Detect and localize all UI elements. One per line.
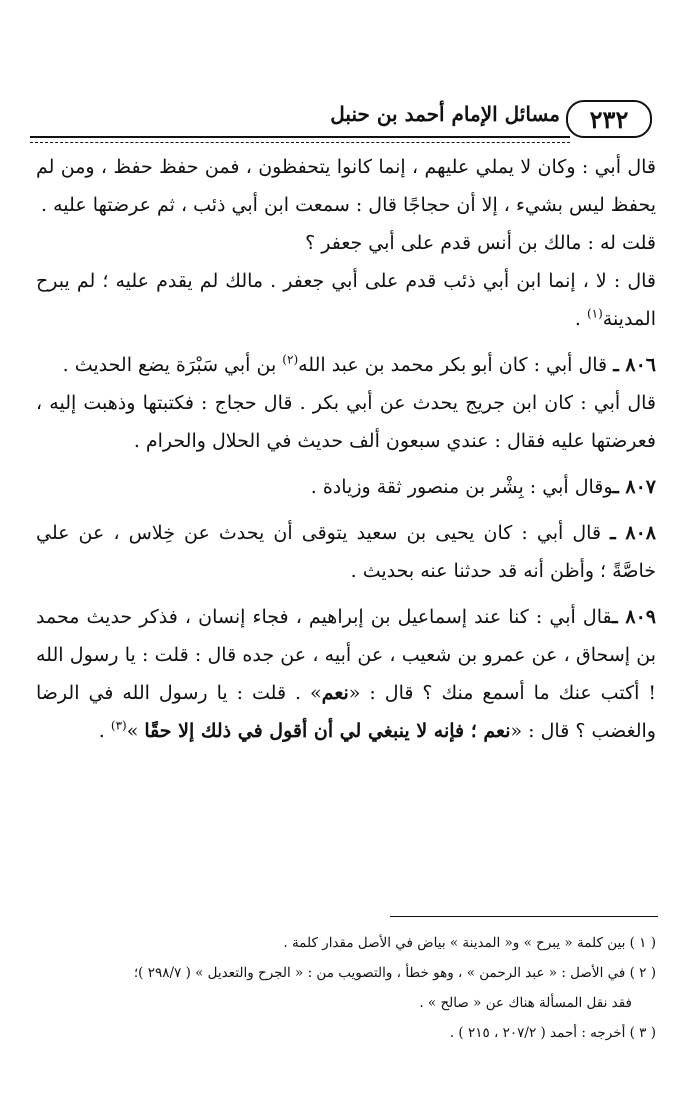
item-807 (36, 468, 656, 506)
paragraph-1: قال أبي : وكان لا يملي عليهم ، إنما كانوا يتحفظون ، فمن حفظ حفظ ، ومن لم يحفظ ليس بشيء ، إلا أن حجاجًا قال : سمعت ابن أبي ذئب ، ثم عرضتها عليه . (36, 156, 656, 216)
item-809-text-a: قال أبي : كنا عند إسماعيل بن إبراهيم ، فجاء إنسان ، فذكر حديث محمد بن إسحاق ، عن عمرو بن شعيب ، عن أبيه ، عن جده قال : قلت : يا رسول الله ! أكتب عنك ما أسمع منك ؟ قال : « (36, 606, 657, 704)
paragraph-3-end: . (574, 308, 587, 330)
item-808-number: ٨٠٨ ـ (610, 522, 656, 544)
footnote-separator (390, 916, 658, 917)
item-808 (36, 514, 656, 590)
item-809-bold-2: نعم ؛ فإنه لا ينبغي لي أن أقول في ذلك إلا حقًا (144, 720, 511, 742)
item-809-text-b: » . قلت : يا رسول الله في الرضا والغضب ؟ قال : « (36, 682, 656, 742)
item-809-text-c: » (126, 720, 145, 742)
item-807-number: ٨٠٧ ـ (613, 476, 656, 498)
item-806 (36, 346, 656, 384)
footnote-1: ( ١ ) بين كلمة « يبرح » و« المدينة » بياض في الأصل مقدار كلمة . (283, 935, 656, 951)
footnote-3: ( ٣ ) أخرجه : أحمد ( ٢٠٧/٢ ، ٢١٥ ) . (449, 1025, 656, 1041)
running-title: مسائل الإمام أحمد بن حنبل (330, 102, 560, 126)
header-rule (30, 136, 570, 143)
item-806-text-a: قال أبي : كان أبو بكر محمد بن عبد الله (298, 354, 614, 376)
page-header (30, 98, 655, 142)
item-809-number: ٨٠٩ ـ (612, 606, 657, 628)
paragraph-3 (36, 262, 656, 338)
footnote-ref-1: (١) (586, 306, 603, 321)
item-806-text-b: بن أبي سَبْرَة يضع الحديث . (62, 354, 283, 376)
paragraph-3-text: قال : لا ، إنما ابن أبي ذئب قدم على أبي جعفر . مالك لم يقدم عليه ؛ لم يبرح المدينة (36, 270, 656, 330)
footnote-2: ( ٢ ) في الأصل : « عبد الرحمن » ، وهو خطأ ، والتصويب من : « الجرح والتعديل » ( ٢٩٨/٧ )؛ (133, 965, 656, 981)
item-806-number: ٨٠٦ ـ (613, 354, 656, 376)
footnotes (36, 928, 656, 1048)
item-809-bold-1: نعم (321, 682, 349, 704)
item-807-text: وقال أبي : بِشْر بن منصور ثقة وزيادة . (310, 476, 614, 498)
item-809-end: . (98, 720, 111, 742)
footnote-ref-3: (٣) (110, 718, 127, 733)
footnote-ref-2: (٢) (282, 352, 299, 367)
main-text (36, 148, 656, 750)
item-808-text: قال أبي : كان يحيى بن سعيد يتوقى أن يحدث عن خِلاس ، عن علي خاصَّةً ؛ وأظن أنه قد حدثنا عنه بحديث . (36, 522, 656, 582)
item-806-paragraph-2: قال أبي : كان ابن جريج يحدث عن أبي بكر . قال حجاج : فكتبتها وذهبت إليه ، فعرضتها عليه فقال : عندي سبعون ألف حديث في الحلال والحرام . (36, 392, 656, 452)
item-809 (36, 598, 656, 750)
page-number: ٢٣٢ (566, 100, 652, 138)
footnote-2-continued: فقد نقل المسألة هناك عن « صالح » . (419, 995, 632, 1011)
paragraph-2: قلت له : مالك بن أنس قدم على أبي جعفر ؟ (305, 232, 656, 254)
